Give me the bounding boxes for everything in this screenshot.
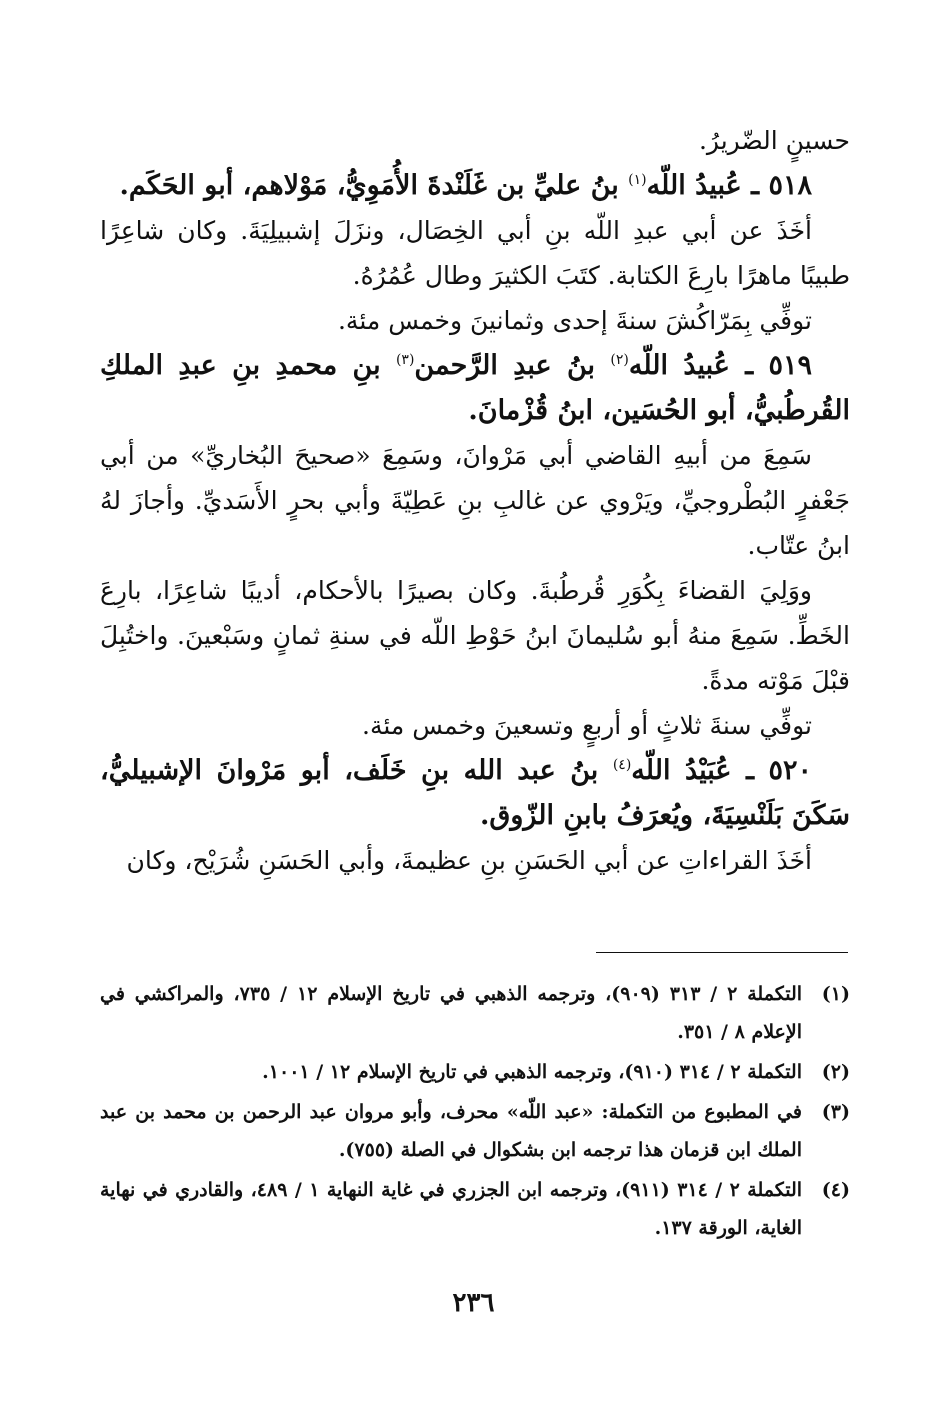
footnotes <box>100 975 850 1249</box>
footnote-item <box>100 975 850 1051</box>
entry-name: عُبَيْدُ اللّه <box>631 755 732 786</box>
entry-name-rest: بنُ عبد الله بنِ خَلَف، أبو مَرْوانَ الإشبيليُّ، سَكَنَ بَلَنْسِيَةَ، ويُعرَفُ بابنِ الزّوق. <box>100 755 850 831</box>
footnote-text: التكملة ٢ / ٣١٣ (٩٠٩)، وترجمه الذهبي في تاريخ الإسلام ١٢ / ٧٣٥، والمراكشي في الإعلام ٨ / ٣٥١. <box>100 983 803 1043</box>
entry-name: عُبيدُ اللّه <box>628 350 730 381</box>
continued-line: حسينٍ الضّريرُ. <box>698 126 850 155</box>
entry-name-rest: بنُ عليِّ بن غَلَنْدةَ الأُمَوِيُّ، مَوْلاهم، أبو الحَكَم. <box>119 170 619 201</box>
paragraph: توفِّي سنةَ ثلاثٍ أو أربعٍ وتسعينَ وخمس مئة. <box>362 711 812 740</box>
entry-name-mid: بنُ عبدِ الرَّحمن <box>414 350 596 381</box>
main-text <box>100 118 850 883</box>
footnote-ref: (٣) <box>395 352 415 368</box>
entry-520-heading <box>100 748 850 838</box>
paragraph: سَمِعَ من أبيهِ القاضي أبي مَرْوانَ، وسَمِعَ «صحيحَ البُخاريِّ» من أبي جَعْفرٍ البُطْروجيِّ، ويَرْوي عن غالبِ بنِ عَطِيّةَ وأبي بحرٍ الأَسَديِّ. وأجازَ لهُ ابنُ عتّاب. <box>100 441 850 560</box>
footnote-divider <box>596 952 848 953</box>
paragraph: أخَذَ القراءاتِ عن أبي الحَسَنِ بنِ عظيمةَ، وأبي الحَسَنِ شُرَيْح، وكان <box>126 846 812 875</box>
entry-number: ٥٢٠ ـ <box>746 755 813 786</box>
paragraph: ووَلِيَ القضاءَ بِكُوَرِ قُرطُبةَ. وكان بصيرًا بالأحكام، أديبًا شاعِرًا، بارِعَ الخَطِّ. سَمِعَ منهُ أبو سُليمانَ ابنُ حَوْطِ اللّه في سنةِ ثمانٍ وسَبْعينَ. واختُبِلَ قبْلَ مَوْته مدةً. <box>100 576 850 695</box>
entry-518-heading <box>100 163 850 208</box>
footnote-ref: (٤) <box>612 757 632 773</box>
footnote-number: (٤) <box>821 1179 850 1201</box>
footnote-item <box>100 1171 850 1247</box>
footnote-text: في المطبوع من التكملة: «عبد اللّه» محرف، وأبو مروان عبد الرحمن بن محمد بن عبد الملك ابن قزمان هذا ترجمه ابن بشكوال في الصلة (٧٥٥). <box>100 1101 802 1161</box>
footnote-ref: (٢) <box>610 352 629 368</box>
footnote-ref: (١) <box>628 172 647 188</box>
entry-name-rest: بنِ محمدِ بنِ عبدِ الملكِ القُرطُبيُّ، أبو الحُسَين، ابنُ قُزْمانَ. <box>100 350 850 426</box>
footnote-item <box>100 1053 850 1091</box>
footnote-number: (١) <box>821 983 850 1005</box>
footnote-text: التكملة ٢ / ٣١٤ (٩١١)، وترجمه ابن الجزري في غاية النهاية ١ / ٤٨٩، والقادري في نهاية الغاية، الورقة ١٣٧. <box>100 1179 803 1239</box>
footnote-text: التكملة ٢ / ٣١٤ (٩١٠)، وترجمه الذهبي في تاريخ الإسلام ١٢ / ١٠٠١. <box>262 1061 802 1083</box>
page-number: ٢٣٦ <box>452 1288 495 1318</box>
entry-number: ٥١٨ ـ <box>751 170 812 201</box>
entry-name: عُبيدُ اللّه <box>646 170 742 201</box>
paragraph: توفِّي بِمَرّاكُشَ سنةَ إحدى وثمانينَ وخمس مئة. <box>337 306 812 335</box>
paragraph: أخَذَ عن أبي عبدِ اللّه بنِ أبي الخِصَال، ونزَلَ إشبيلِيَةَ. وكان شاعِرًا طبيبًا ماهرًا بارِعَ الكتابة. كتَبَ الكثيرَ وطال عُمُرُهُ. <box>100 216 850 290</box>
footnote-number: (٢) <box>821 1061 850 1083</box>
entry-number: ٥١٩ ـ <box>745 350 813 381</box>
entry-519-heading <box>100 343 850 433</box>
footnote-number: (٣) <box>821 1101 850 1123</box>
footnote-item <box>100 1093 850 1169</box>
